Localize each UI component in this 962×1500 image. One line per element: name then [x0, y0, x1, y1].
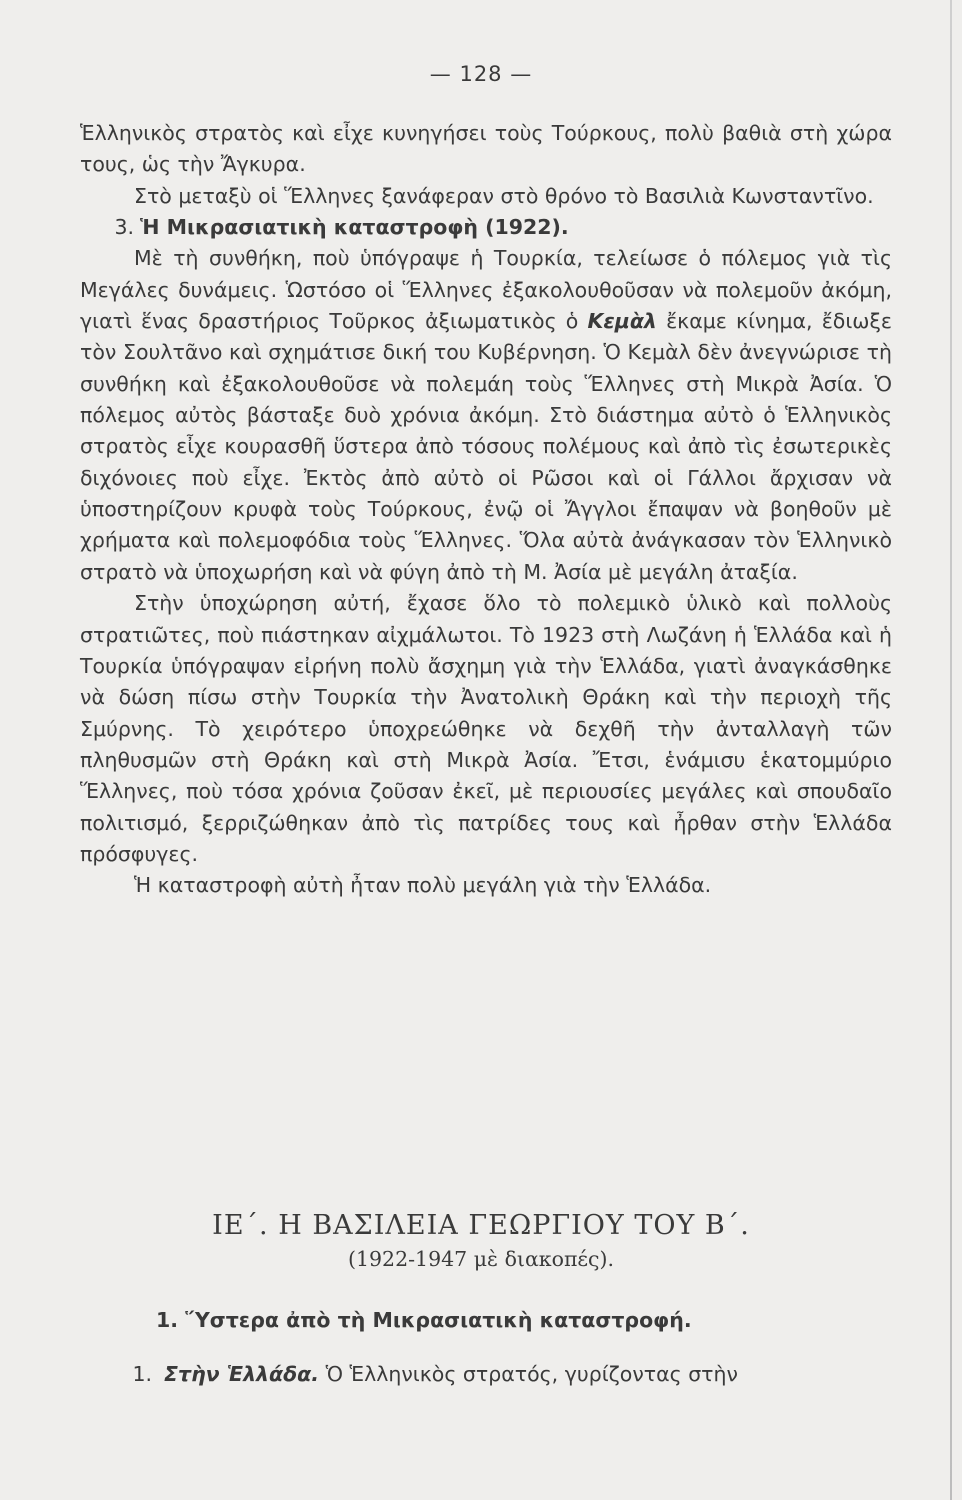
item-1-number: 1. — [132, 1362, 152, 1386]
page-edge — [950, 0, 952, 1500]
item-1-text: Ὁ Ἑλληνικὸς στρατός, γυρίζοντας στὴν — [325, 1362, 738, 1386]
page-number: — 128 — — [429, 62, 533, 86]
chapter-heading — [0, 1210, 962, 1271]
kemal-name: Κεμὰλ — [587, 309, 657, 334]
paragraph-1: Στὸ μεταξὺ οἱ Ἕλληνες ξανάφεραν στὸ θρόνο τὸ Βασιλιὰ Κωνσταντῖνο. — [134, 183, 874, 208]
continuation-paragraph: Ἑλληνικὸς στρατὸς καὶ εἶχε κυνηγήσει τοὺς Τούρκους, πολὺ βαθιὰ στὴ χώρα τους, ὡς τὴν Ἄγκυρα. — [80, 121, 892, 177]
chapter-title: ΙΕ΄. Η ΒΑΣΙΛΕΙΑ ΓΕΩΡΓΙΟΥ ΤΟΥ Β΄. — [212, 1210, 750, 1241]
item-1-line — [80, 1362, 892, 1386]
paragraph-4: Ἡ καταστροφὴ αὐτὴ ἦταν πολὺ μεγάλη γιὰ τὴν Ἑλλάδα. — [134, 873, 712, 898]
paragraph-2 — [80, 243, 892, 588]
paragraph-2-start: Μὲ τὴ συνθήκη, ποὺ ὑπόγραψε ἡ Τουρκία, τελείωσε ὁ πόλεμος γιὰ τὶς Μεγάλες δυνάμεις. Ὡστόσο οἱ Ἕλληνες ἐξακολουθοῦσαν νὰ πολεμοῦν ἀκόμη, γιατὶ ἕνας δραστήριος Τοῦρκος ἀξιωματικὸς ὁ — [80, 246, 892, 334]
subsection-number: 3. — [114, 215, 134, 240]
chapter-subtitle: (1922-1947 μὲ διακοπές). — [347, 1247, 615, 1271]
paragraph-2-end: ἔκαμε κίνημα, ἔδιωξε τὸν Σουλτᾶνο καὶ σχημάτισε δική του Κυβέρνηση. Ὁ Κεμὰλ δὲν ἀνεγνώρισε τὴ συνθήκη καὶ ἐξακολουθοῦσε νὰ πολεμάη τοὺς Ἕλληνες στὴ Μικρὰ Ἀσία. Ὁ πόλεμος αὐτὸς βάσταξε δυὸ χρόνια ἀκόμη. Στὸ διάστημα αὐτὸ ὁ Ἑλληνικὸς στρατὸς εἶχε κουρασθῆ ὕστερα ἀπὸ τόσους πολέμους καὶ ἀπὸ τὶς ἐσωτερικὲς διχόνοιες ποὺ εἶχε. Ἐκτὸς ἀπὸ αὐτὸ οἱ Ρῶσοι καὶ οἱ Γάλλοι ἄρχισαν νὰ ὑποστηρίζουν κρυφὰ τοὺς Τούρκους, ἐνῷ οἱ Ἄγγλοι ἔπαψαν νὰ βοηθοῦν μὲ χρήματα καὶ πολεμοφόδια τοὺς Ἕλληνες. Ὅλα αὐτὰ ἀνάγκασαν τὸν Ἑλληνικὸ στρατὸ νὰ ὑποχωρήση καὶ νὰ φύγη ἀπὸ τὴ Μ. Ἀσία μὲ μεγάλη ἀταξία. — [80, 309, 892, 584]
paragraph-3: Στὴν ὑποχώρηση αὐτή, ἔχασε ὅλο τὸ πολεμικὸ ὑλικὸ καὶ πολλοὺς στρατιῶτες, ποὺ πιάστηκαν αἰχμάλωτοι. Τὸ 1923 στὴ Λωζάνη ἡ Ἑλλάδα καὶ ἡ Τουρκία ὑπόγραψαν εἰρήνη πολὺ ἄσχημη γιὰ τὴν Ἑλλάδα, γιατὶ ἀναγκάσθηκε νὰ δώση πίσω στὴν Τουρκία τὴν Ἀνατολικὴ Θράκη καὶ τὴν περιοχὴ τῆς Σμύρνης. Τὸ χειρότερο ὑποχρεώθηκε νὰ δεχθῆ τὴν ἀνταλλαγὴ τῶν πληθυσμῶν στὴ Θράκη καὶ στὴ Μικρὰ Ἀσία. Ἔτσι, ἑνάμισυ ἑκατομμύριο Ἕλληνες, ποὺ τόσα χρόνια ζοῦσαν ἐκεῖ, μὲ περιουσίες μεγάλες καὶ σπουδαῖο πολιτισμό, ξερριζώθηκαν ἀπὸ τὶς πατρίδες τους καὶ ἦρθαν στὴν Ἑλλάδα πρόσφυγες. — [80, 591, 892, 866]
item-1-label: Στὴν Ἑλλάδα. — [164, 1362, 320, 1386]
subsection-title: Ἡ Μικρασιατικὴ καταστροφὴ (1922). — [140, 215, 569, 240]
subsection-heading — [80, 212, 892, 243]
body-text — [80, 118, 892, 902]
section-heading: 1. Ὕστερα ἀπὸ τὴ Μικρασιατικὴ καταστροφή. — [156, 1308, 692, 1332]
